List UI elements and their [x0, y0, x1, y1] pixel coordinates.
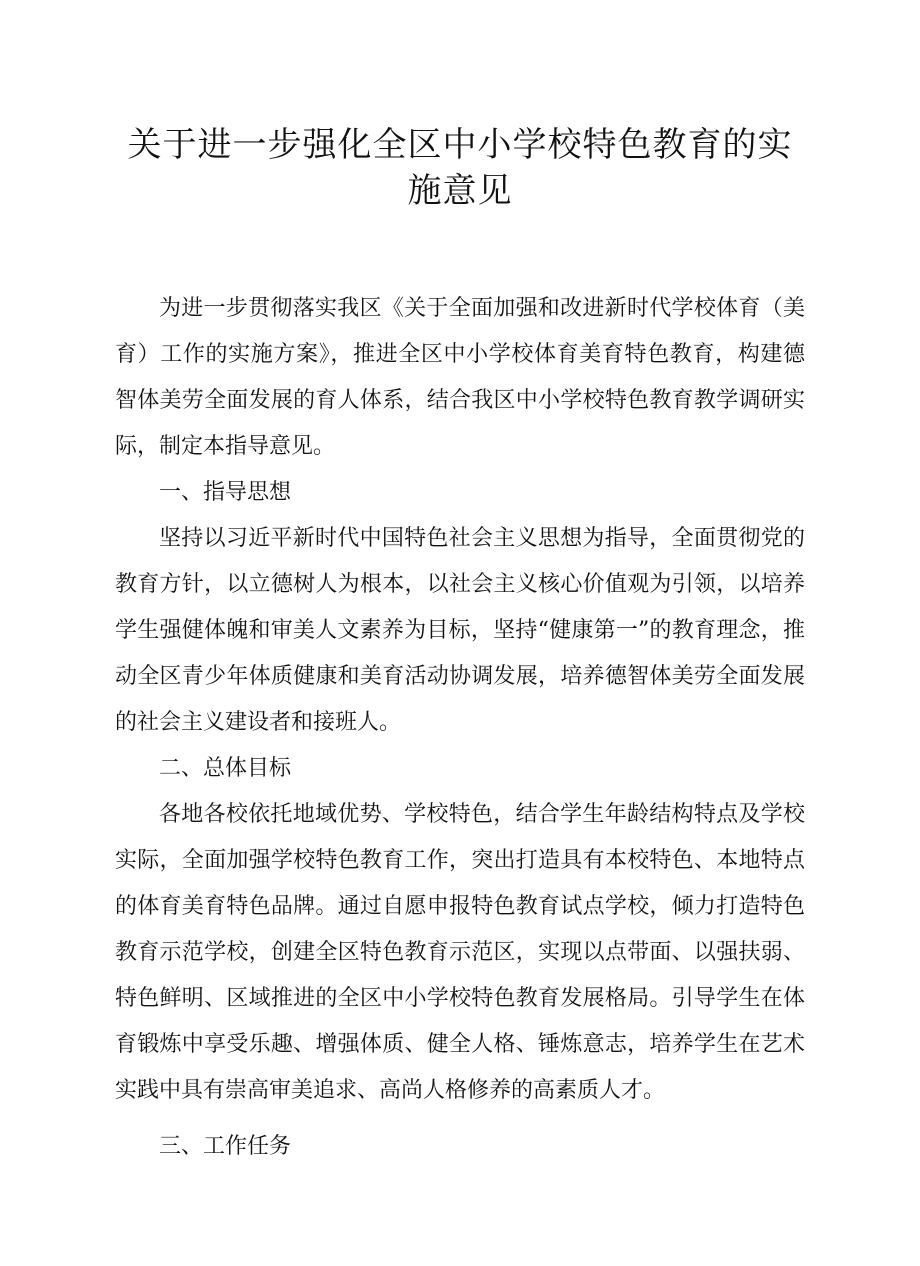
title-line-2: 施意见: [407, 171, 513, 211]
section-heading-3: 三、工作任务: [159, 1134, 292, 1159]
section-heading-2: 二、总体目标: [159, 756, 292, 781]
section-body-2: 各地各校依托地域优势、学校特色，结合学生年龄结构特点及学校实际，全面加强学校特色教育工作，突出打造具有本校特色、本地特点的体育美育特色品牌。通过自愿申报特色教育试点学校，倾力打造特色教育示范学校，创建全区特色教育示范区，实现以点带面、以强扶弱、特色鲜明、区域推进的全区中小学校特色教育发展格局。引导学生在体育锻炼中享受乐趣、增强体质、健全人格、锤炼意志，培养学生在艺术实践中具有崇高审美追求、高尚人格修养的高素质人才。: [115, 802, 805, 1103]
intro-paragraph: 为进一步贯彻落实我区《关于全面加强和改进新时代学校体育（美育）工作的实施方案》，推进全区中小学校体育美育特色教育，构建德智体美劳全面发展的育人体系，结合我区中小学校特色教育教学调研实际，制定本指导意见。: [115, 296, 805, 459]
section-heading-1: 一、指导思想: [159, 480, 292, 505]
title-line-1: 关于进一步强化全区中小学校特色教育的实: [127, 125, 793, 165]
document-body: [115, 286, 805, 1170]
section-body-1: 坚持以习近平新时代中国特色社会主义思想为指导，全面贯彻党的教育方针，以立德树人为根本，以社会主义核心价值观为引领，以培养学生强健体魄和审美人文素养为目标，坚持“健康第一”的教育理念，推动全区青少年体质健康和美育活动协调发展，培养德智体美劳全面发展的社会主义建设者和接班人。: [115, 526, 805, 735]
document-title: [110, 122, 810, 214]
